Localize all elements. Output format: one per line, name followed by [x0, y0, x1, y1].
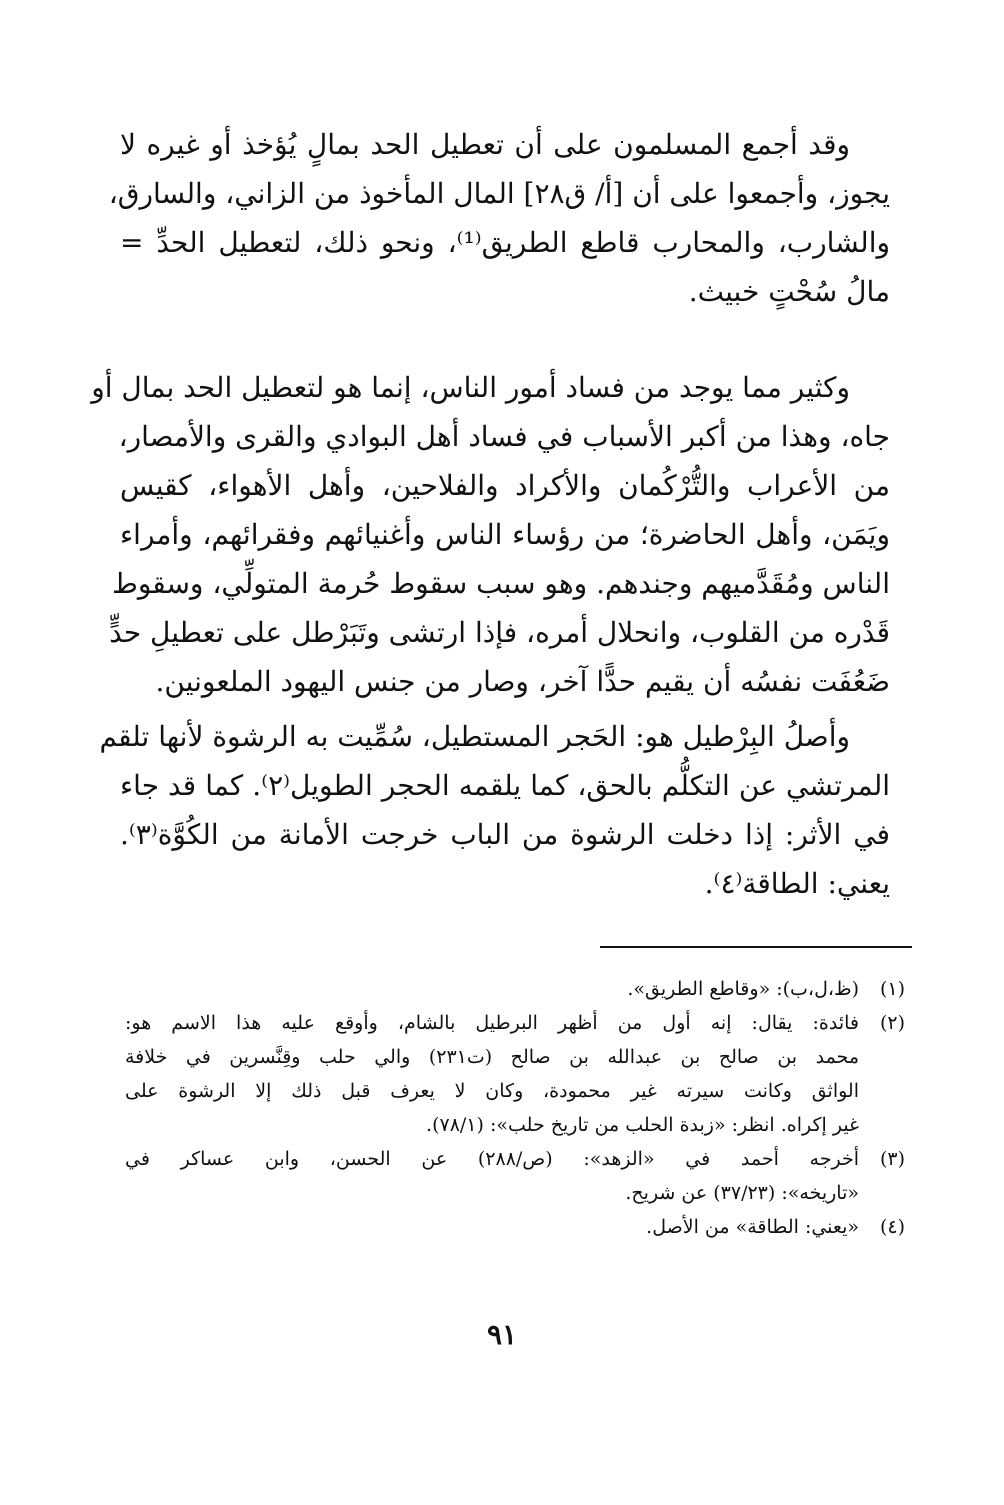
footnote-line: أخرجه أحمد في «الزهد»: (ص/٢٨٨) عن الحسن، وابن عساكر في: [125, 1148, 859, 1170]
paragraph-line: وقد أجمع المسلمون على أن تعطيل الحد بمالٍ يُؤخذ أو غيره لا: [120, 128, 850, 161]
paragraph-2: [91, 363, 890, 706]
footnote-number: (٤): [879, 1216, 905, 1238]
footnote-separator: [600, 946, 912, 948]
footnote-4: [125, 1210, 905, 1244]
footnote-line: «تاريخه»: (٣٧/٢٣) عن شريح.: [625, 1182, 859, 1204]
paragraph-line: والشارب، والمحارب قاطع الطريق⁽¹⁾، ونحو ذلك، لتعطيل الحدِّ =: [120, 226, 890, 259]
footnote-number: (٣): [879, 1148, 905, 1170]
footnote-number: (٢): [879, 1012, 905, 1034]
paragraph-line: المرتشي عن التكلُّم بالحق، كما يلقمه الحجر الطويل⁽٢⁾. كما قد جاء: [120, 769, 891, 802]
paragraph-line: في الأثر: إذا دخلت الرشوة من الباب خرجت الأمانة من الكُوَّة⁽٣⁾.: [120, 818, 890, 851]
footnote-text: [125, 1142, 859, 1210]
footnote-number: (١): [879, 978, 905, 1000]
paragraph-line: وأصلُ البِرْطيل هو: الحَجر المستطيل، سُمِّيت به الرشوة لأنها تلقم: [99, 720, 850, 753]
paragraph-1: [108, 120, 890, 316]
footnote-2: [125, 1006, 905, 1142]
footnote-line: الواثق وكانت سيرته غير محمودة، وكان لا يعرف قبل ذلك إلا الرشوة على: [125, 1080, 859, 1102]
paragraph-line: ضَعُفَت نفسُه أن يقيم حدًّا آخر، وصار من جنس اليهود الملعونين.: [155, 665, 890, 698]
footnote-3: [125, 1142, 905, 1210]
page-number: ٩١: [486, 1318, 518, 1351]
footnote-text: [125, 972, 859, 1006]
paragraph-line: جاه، وهذا من أكبر الأسباب في فساد أهل البوادي والقرى والأمصار،: [118, 420, 890, 453]
footnote-1: [125, 972, 905, 1006]
paragraph-line: من الأعراب والتُّرْكُمان والأكراد والفلاحين، وأهل الأهواء، كقيس: [120, 469, 890, 502]
paragraph-line: يجوز، وأجمعوا على أن [أ/ ق٢٨] المال المأخوذ من الزاني، والسارق،: [108, 177, 890, 210]
footnote-line: (ظ،ل،ب): «وقاطع الطريق».: [627, 978, 859, 1000]
paragraph-line: الناس ومُقَدَّميهم وجندهم. وهو سبب سقوط حُرمة المتولِّي، وسقوط: [111, 567, 890, 600]
footnote-line: فائدة: يقال: إنه أول من أظهر البرطيل بالشام، وأوقع عليه هذا الاسم هو:: [125, 1012, 859, 1034]
paragraph-3: [99, 712, 891, 908]
footnotes: [125, 972, 905, 1244]
paragraph-line: مالُ سُحْتٍ خبيث.: [688, 275, 890, 308]
paragraph-line: وكثير مما يوجد من فساد أمور الناس، إنما هو لتعطيل الحد بمال أو: [91, 371, 850, 404]
paragraph-line: ويَمَن، وأهل الحاضرة؛ من رؤساء الناس وأغنيائهم وفقرائهم، وأمراء: [120, 518, 890, 551]
footnote-line: محمد بن صالح بن عبدالله بن صالح (ت٢٣١) والي حلب وقِنَّسرين في خلافة: [125, 1046, 859, 1068]
footnote-line: غير إكراه. انظر: «زبدة الحلب من تاريخ حلب»: (٧٨/١).: [426, 1114, 859, 1136]
paragraph-line: يعني: الطاقة⁽٤⁾.: [704, 867, 890, 900]
paragraph-line: قَدْره من القلوب، وانحلال أمره، فإذا ارتشى وتَبَرْطل على تعطيلِ حدٍّ: [109, 616, 890, 649]
footnote-text: [125, 1006, 859, 1142]
footnote-line: «يعني: الطاقة» من الأصل.: [646, 1216, 859, 1238]
footnote-text: [125, 1210, 859, 1244]
